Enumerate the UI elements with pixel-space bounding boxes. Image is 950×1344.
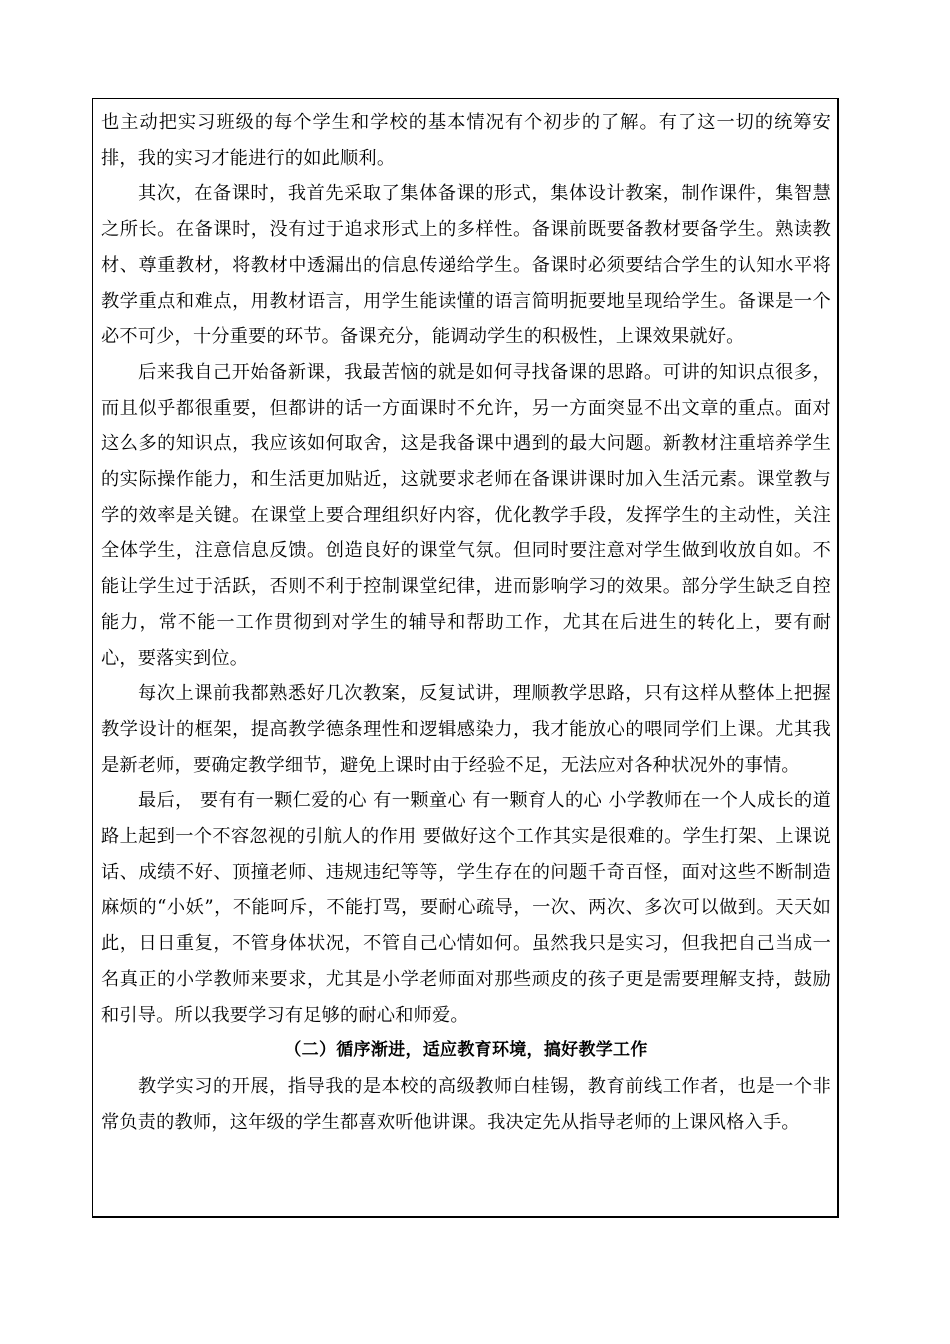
paragraph-teaching-practice: 教学实习的开展，指导我的是本校的高级教师白桂锡，教育前线工作者，也是一个非常负责的教师，这年级的学生都喜欢听他讲课。我决定先从指导老师的上课风格入手。 (101, 1075, 831, 1133)
document-body (101, 105, 831, 1140)
document-table-frame (92, 98, 839, 1218)
paragraph-continuation: 也主动把实习班级的每个学生和学校的基本情况有个初步的了解。有了这一切的统筹安排，我的实习才能进行的如此顺利。 (101, 112, 831, 169)
section-heading: （二）循序渐进，适应教育环境，搞好教学工作 (284, 1040, 648, 1061)
paragraph-new-lessons: 后来我自己开始备新课，我最苦恼的就是如何寻找备课的思路。可讲的知识点很多，而且似乎都很重要，但都讲的话一方面课时不允许，另一方面突显不出文章的重点。面对这么多的知识点，我应该如何取舍，这是我备课中遇到的最大问题。新教材注重培养学生的实际操作能力，和生活更加贴近，这就要求老师在备课讲课时加入生活元素。课堂教与学的效率是关键。在课堂上要合理组织好内容，优化教学手段，发挥学生的主动性，关注全体学生，注意信息反馈。创造良好的课堂气氛。但同时要注意对学生做到收放自如。不能让学生过于活跃，否则不利于控制课堂纪律，进而影响学习的效果。部分学生缺乏自控能力，常不能一工作贯彻到对学生的辅导和帮助工作，尤其在后进生的转化上，要有耐心，要落实到位。 (101, 361, 831, 669)
paragraph-lesson-preparation: 其次，在备课时，我首先采取了集体备课的形式，集体设计教案，制作课件，集智慧之所长。在备课时，没有过于追求形式上的多样性。备课前既要备教材要备学生。熟读教材、尊重教材，将教材中透漏出的信息传递给学生。备课时必须要结合学生的认知水平将教学重点和难点，用教材语言，用学生能读懂的语言简明扼要地呈现给学生。备课是一个必不可少，十分重要的环节。备课充分，能调动学生的积极性，上课效果就好。 (101, 183, 831, 348)
paragraph-rehearsal: 每次上课前我都熟悉好几次教案，反复试讲，理顺教学思路，只有这样从整体上把握教学设计的框架，提高教学德条理性和逻辑感染力，我才能放心的喂同学们上课。尤其我是新老师，要确定教学细节，避免上课时由于经验不足，无法应对各种状况外的事情。 (101, 683, 831, 776)
paragraph-caring-heart: 最后， 要有有一颗仁爱的心 有一颗童心 有一颗育人的心 小学教师在一个人成长的道路上起到一个不容忽视的引航人的作用 要做好这个工作其实是很难的。学生打架、上课说话、成绩不好、顶撞老师、违规违纪等等，学生存在的问题千奇百怪，面对这些不断制造麻烦的“小妖”，不能呵斥，不能打骂，要耐心疏导，一次、两次、多次可以做到。天天如此，日日重复，不管身体状况，不管自己心情如何。虽然我只是实习，但我把自己当成一名真正的小学教师来要求，尤其是小学老师面对那些顽皮的孩子更是需要理解支持，鼓励和引导。所以我要学习有足够的耐心和师爱。 (101, 790, 831, 1026)
